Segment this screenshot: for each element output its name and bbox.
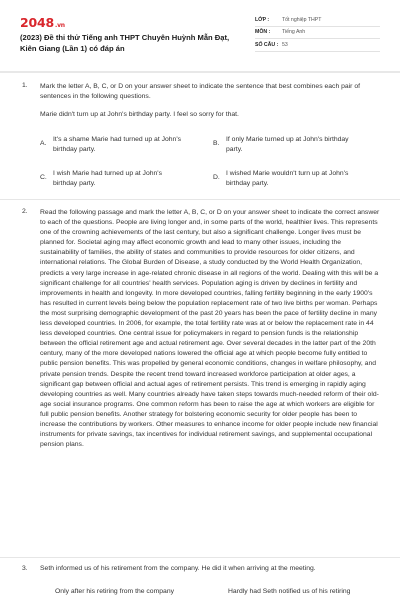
option-text: I wished Marie wouldn't turn up at John's birthday party. (226, 170, 349, 187)
meta-row-count (255, 39, 380, 52)
logo-number: 2048 (20, 15, 54, 30)
option-letter: C. (40, 174, 47, 181)
meta-label: MÔN : (255, 29, 271, 36)
option-text: I wish Marie had turned up at John's birthday party. (53, 170, 162, 187)
option-letter: B. (213, 140, 220, 147)
meta-value: 53 (282, 41, 288, 48)
meta-value: Tốt nghiệp THPT (282, 16, 322, 23)
logo-suffix: .vn (55, 22, 65, 29)
question-divider (0, 199, 400, 200)
site-logo[interactable] (20, 15, 65, 30)
question-instruction: Mark the letter A, B, C, or D on your answer sheet to indicate the sentence that best combines each pair of sentences in the following questions. (40, 83, 361, 101)
question-divider (0, 557, 400, 558)
meta-label: LỚP : (255, 16, 270, 23)
page-header (0, 0, 400, 64)
option-letter: A. (40, 140, 47, 147)
exam-meta-table (255, 14, 380, 52)
meta-label: SỐ CÂU : (255, 41, 279, 48)
meta-value: Tiếng Anh (282, 29, 306, 36)
meta-row-class (255, 14, 380, 27)
question-prompt: Marie didn't turn up at John's birthday party. I feel so sorry for that. (40, 111, 239, 118)
option-text: Hardly had Seth notified us of his retiring (228, 588, 351, 595)
exam-title: (2023) Đề thi thử Tiếng anh THPT Chuyên Huỳnh Mẫn Đạt, Kiên Giang (Lần 1) có đáp án (20, 33, 230, 53)
option-text: It's a shame Marie had turned up at John's birthday party. (53, 136, 182, 153)
question-number: 2. (22, 208, 28, 215)
question-number: 1. (22, 82, 28, 89)
option-text: If only Marie turned up at John's birthday party. (226, 136, 349, 153)
reading-passage: Read the following passage and mark the letter A, B, C, or D on your answer sheet to indicate the correct answer to each of the questions. People are living longer and, in some parts of the world, healthier lives. This represents one of the crowning achievements of the last century, but also a significant challenge. Longer lives must be planned for. Societal aging may affect economic growth and lead to many other issues, including the sustainability of families, the ability of states and communities to provide resources for older citizens, and international relations. The Global Burden of Disease, a study conducted by the World Health Organization, predicts a very large increase in age-related chronic disease in all regions of the world. Dealing with this will be a significant challenge for all countries' health services. Population aging is driven by declines in fertility and improvements in health and longevity. In more developed countries, falling fertility beginning in the early 1900's has resulted in current levels being below the population replacement rate of two live births per woman. Perhaps the most surprising demographic development of the past 20 years has been the pace of fertility decline in many less developed countries. In 2006, for example, the total fertility rate was at or below the replacement rate in 44 less developed countries. One central issue for policymakers in regard to pension funds is the relationship between the official retirement age and actual retirement age. Over several decades in the latter part of the 20th century, many of the more developed nations lowered the official age at which people become fully entitled to public pension benefits. This was propelled by general economic conditions, changes in welfare philosophy, and private pension trends. Despite the recent trend toward increased workforce participation at older ages, a significant gap between official and actual ages of retirement persists. This trend is emerging in rapidly aging developing countries as well. Many countries already have taken steps towards much-needed reform of their old-age social insurance programs. One common reform has been to raise the age at which workers are eligible for full public pension benefits. Another strategy for bolstering economic security for older people has been to increase the contributions by workers. Other measures to enhance income for older people include new financial instruments for private savings, tax incentives for individual retirement savings, and supplemental occupational pension plans. (40, 209, 380, 449)
header-divider (0, 71, 400, 73)
meta-row-subject (255, 27, 380, 40)
option-text: Only after his retiring from the company (55, 588, 174, 595)
option-letter: D. (213, 174, 220, 181)
question-number: 3. (22, 565, 28, 572)
question-prompt: Seth informed us of his retirement from the company. He did it when arriving at the meeting. (40, 565, 316, 572)
